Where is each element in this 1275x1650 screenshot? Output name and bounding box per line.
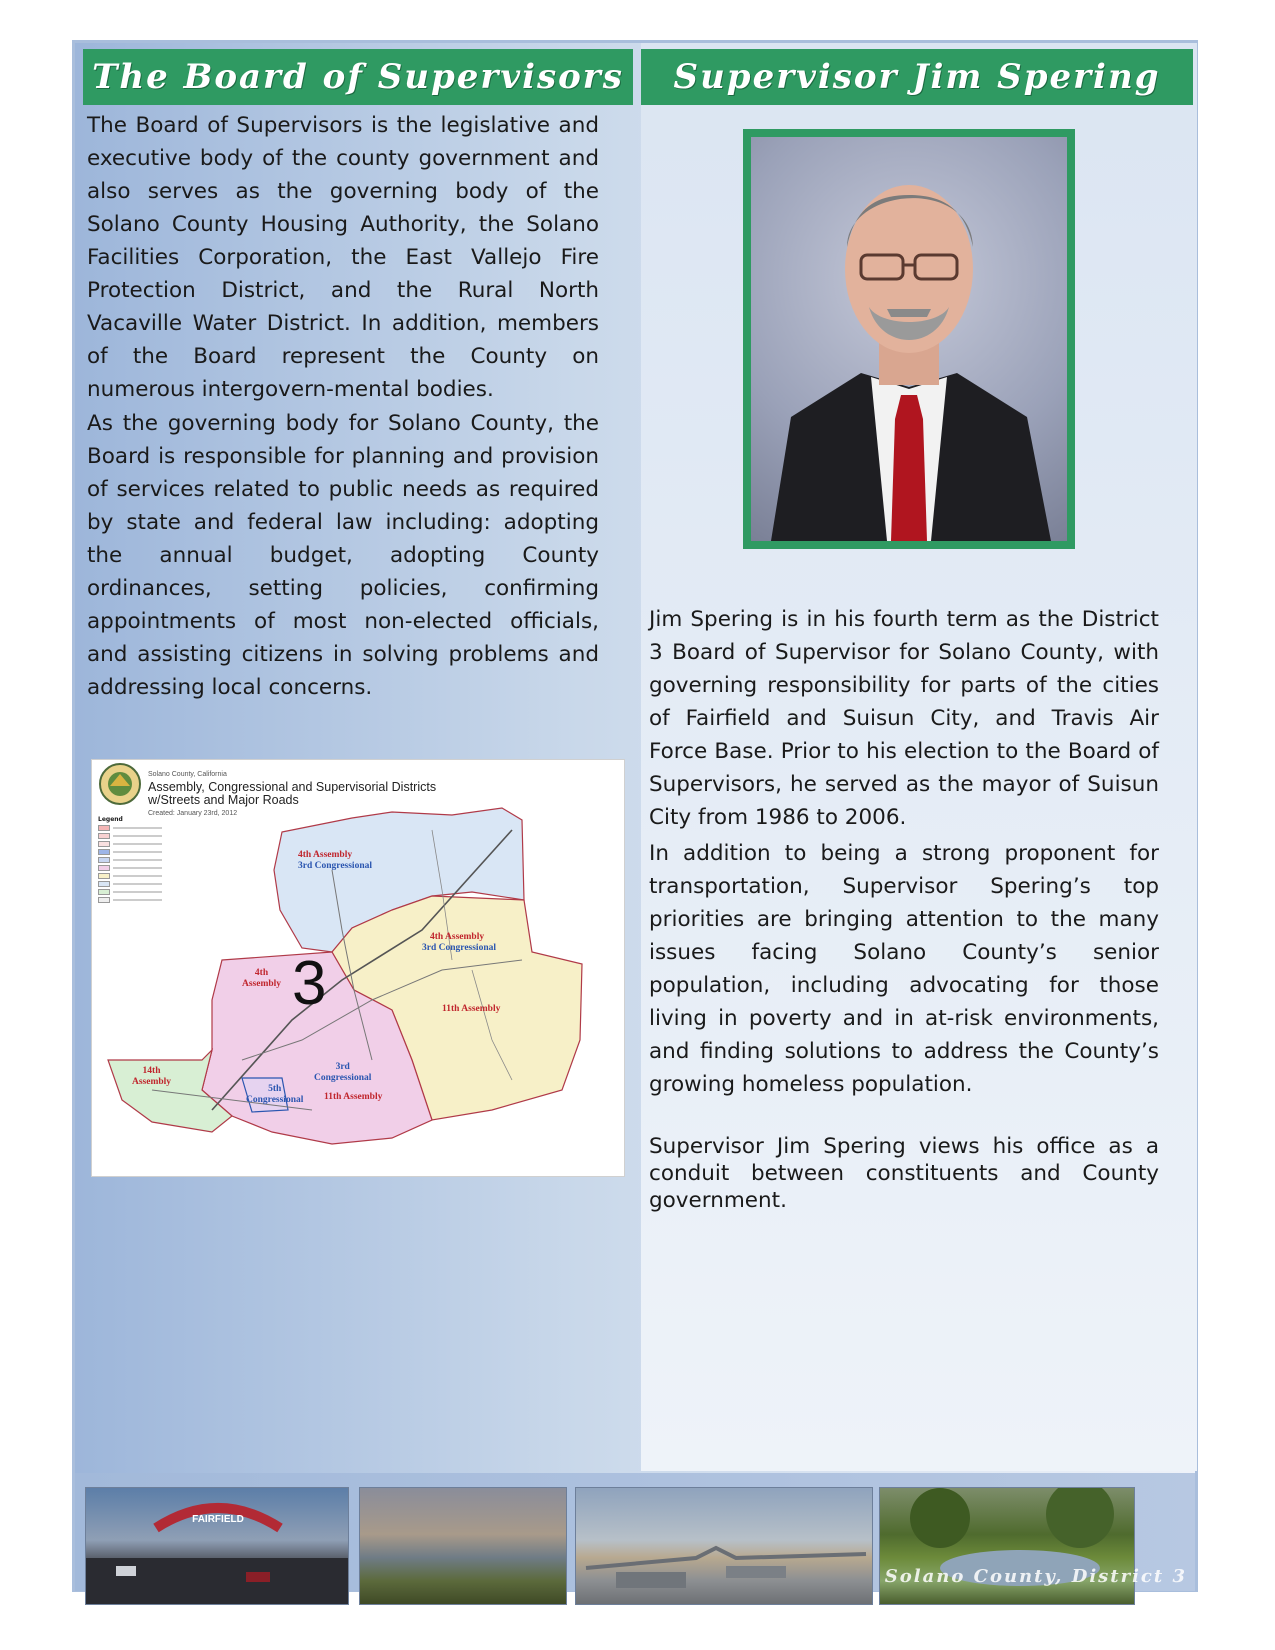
legend-row — [98, 881, 162, 887]
map-subtitle: Solano County, California — [148, 771, 227, 778]
map-label-north-congressional: 3rd Congressional — [298, 861, 372, 871]
county-seal-icon — [100, 764, 140, 804]
page-frame — [72, 40, 1198, 1592]
portrait-illustration — [751, 137, 1067, 541]
map-label-southwest-assembly-line2: Assembly — [132, 1077, 172, 1087]
legend-row — [98, 865, 162, 871]
map-label-southwest-assembly — [132, 1066, 171, 1088]
left-column — [75, 43, 635, 1471]
legend-row — [98, 849, 162, 855]
legend-row — [98, 897, 162, 903]
supervisor-office-paragraph: Supervisor Jim Spering views his office as a conduit between constituents and County government. — [649, 1134, 1159, 1213]
map-legend — [98, 816, 162, 905]
map-label-west-assembly — [242, 968, 281, 990]
legend-title: Legend — [98, 816, 123, 823]
map-title-2: w/Streets and Major Roads — [148, 793, 299, 807]
right-column — [641, 43, 1197, 1471]
supervisor-bio-paragraph: Jim Spering is in his fourth term as the District 3 Board of Supervisor for Solano County, with governing responsibility for parts of the cities of Fairfield and Suisun City, and Travis Air Force Base. Prior to his election to the Board of Supervisors, he served as the mayor of Suisun City from 1986 to 2006. — [649, 607, 1159, 830]
map-label-southeast-assembly: 11th Assembly — [442, 1004, 501, 1014]
map-created-date: Created: January 23rd, 2012 — [148, 810, 238, 817]
map-label-east-congressional: 3rd Congressional — [422, 943, 496, 953]
map-label-west-assembly-line2: Assembly — [242, 979, 282, 989]
fairfield-street-photo — [85, 1487, 349, 1605]
footer-caption: Solano County, District 3 — [884, 1566, 1187, 1587]
map-title-block — [148, 768, 436, 820]
district-number-label: 3 — [292, 949, 327, 1018]
legend-row — [98, 833, 162, 839]
map-title: Assembly, Congressional and Supervisorial Districts — [148, 780, 437, 794]
supervisor-heading: Supervisor Jim Spering — [641, 49, 1193, 105]
map-label-south-congressional-line1: 3rd — [335, 1062, 350, 1072]
district-map — [91, 759, 625, 1177]
legend-row — [98, 841, 162, 847]
board-responsibilities-paragraph: As the governing body for Solano County, the Board is responsible for planning and provision of services related to public needs as required by state and federal law including: adopting the annual budget, adopting County ordinances, setting policies, confirming appointments of most non-elected officials, and assisting citizens in solving problems and addressing local concerns. — [87, 411, 599, 700]
supervisor-portrait-frame — [743, 129, 1075, 549]
map-label-west-assembly-line1: 4th — [254, 968, 269, 978]
map-drawing — [92, 760, 624, 1176]
board-description-paragraph: The Board of Supervisors is the legislative and executive body of the county government and also serves as the governing body of the Solano County Housing Authority, the Solano Facilities Corporation, the East Vallejo Fire Protection District, and the Rural North Vacaville Water District. In addition, members of the Board represent the County on numerous intergovern-mental bodies. — [87, 113, 599, 402]
supervisor-portrait — [751, 137, 1067, 541]
map-label-fifth-line2: Congressional — [246, 1095, 304, 1105]
map-label-south-assembly: 11th Assembly — [324, 1092, 383, 1102]
map-label-south-congressional-line2: Congressional — [314, 1073, 372, 1083]
marsh-waterfront-photo — [359, 1487, 567, 1605]
fairfield-arch-text: FAIRFIELD — [192, 1514, 244, 1525]
board-heading: The Board of Supervisors — [83, 49, 633, 105]
map-label-southwest-assembly-line1: 14th — [142, 1066, 161, 1076]
legend-row — [98, 873, 162, 879]
supervisor-priorities-paragraph: In addition to being a strong proponent for transportation, Supervisor Spering’s top priorities are bringing attention to the many issues facing Solano County’s senior population, including advocating for those living in poverty and in at-risk environments, and finding solutions to address the County’s growing homeless population. — [649, 841, 1159, 1097]
map-label-east-assembly: 4th Assembly — [430, 932, 485, 942]
legend-row — [98, 889, 162, 895]
legend-row — [98, 825, 162, 831]
travis-air-force-base-photo — [575, 1487, 873, 1605]
map-label-fifth-congressional — [246, 1084, 303, 1106]
footer-photo-strip — [75, 1473, 1195, 1591]
legend-row — [98, 857, 162, 863]
map-label-north-assembly: 4th Assembly — [298, 850, 353, 860]
map-label-south-congressional — [314, 1062, 371, 1084]
park-pond-photo — [879, 1487, 1135, 1605]
map-label-fifth-line1: 5th — [268, 1084, 282, 1094]
